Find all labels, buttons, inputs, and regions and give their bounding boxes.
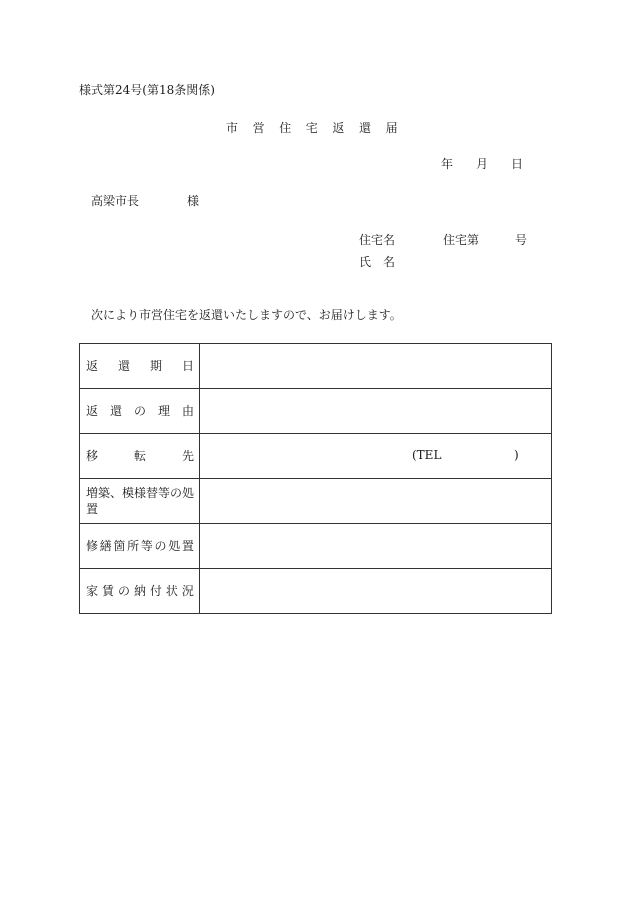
label-char: の — [154, 539, 167, 553]
applicant-name-line — [359, 253, 395, 270]
applicant-housing-line — [359, 231, 527, 248]
label-char: 移 — [86, 449, 99, 463]
label-char: 修 — [86, 539, 99, 553]
return-date-field[interactable] — [200, 344, 552, 389]
renovation-field[interactable] — [200, 479, 552, 524]
new-address-field[interactable] — [200, 434, 552, 479]
row-label-repairs — [80, 524, 200, 569]
label-char: の — [133, 404, 146, 418]
label-char: 状 — [165, 584, 178, 598]
label-char: 転 — [133, 449, 146, 463]
label-char: 還 — [117, 359, 130, 373]
table-row — [80, 389, 552, 434]
label-char: 期 — [149, 359, 162, 373]
row-label-new-address — [80, 434, 200, 479]
label-char: 還 — [109, 404, 122, 418]
row-label-return-date — [80, 344, 200, 389]
return-details-table — [79, 343, 552, 614]
label-char: 所 — [127, 539, 140, 553]
page-title: 市営住宅返還届 — [226, 121, 413, 135]
month-label: 月 — [476, 157, 489, 171]
label-char: 況 — [181, 584, 194, 598]
label-char: 理 — [157, 404, 170, 418]
row-label-return-reason — [80, 389, 200, 434]
label-char: 家 — [86, 584, 99, 598]
return-reason-field[interactable] — [200, 389, 552, 434]
form-number: 様式第24号(第18条関係) — [79, 83, 215, 97]
label-char: 返 — [86, 404, 99, 418]
repairs-field[interactable] — [200, 524, 552, 569]
label-char: 賃 — [101, 584, 114, 598]
addressee — [91, 192, 199, 209]
row-label-rent-status — [80, 569, 200, 614]
label-char: 繕 — [99, 539, 112, 553]
tel-suffix: ) — [514, 448, 519, 462]
addressee-name: 高梁市長 — [91, 194, 140, 208]
label-char: 先 — [181, 449, 194, 463]
tel-prefix: (TEL — [412, 448, 442, 462]
addressee-honorific: 様 — [187, 194, 200, 208]
table-row — [80, 569, 552, 614]
label-char: 等 — [140, 539, 153, 553]
day-label: 日 — [511, 157, 524, 171]
name-label-2: 名 — [383, 255, 396, 269]
housing-name-label: 住宅名 — [359, 233, 396, 247]
label-char: 由 — [181, 404, 194, 418]
label-char: の — [117, 584, 130, 598]
table-row — [80, 434, 552, 479]
label-char: 箇 — [113, 539, 126, 553]
housing-number-suffix: 号 — [515, 233, 528, 247]
label-char: 日 — [181, 359, 194, 373]
label-char: 付 — [149, 584, 162, 598]
rent-status-field[interactable] — [200, 569, 552, 614]
label-char: 置 — [181, 539, 194, 553]
date-line — [441, 155, 523, 172]
label-char: 処 — [168, 539, 181, 553]
year-label: 年 — [441, 157, 454, 171]
row-label-renovation: 増築、模様替等の処置 — [80, 479, 200, 524]
table-row — [80, 479, 552, 524]
table-row — [80, 524, 552, 569]
housing-number-label: 住宅第 — [443, 233, 480, 247]
label-char: 返 — [86, 359, 99, 373]
name-label-1: 氏 — [359, 255, 372, 269]
label-char: 納 — [133, 584, 146, 598]
intro-text: 次により市営住宅を返還いたしますので、お届けします。 — [91, 308, 402, 322]
table-row — [80, 344, 552, 389]
